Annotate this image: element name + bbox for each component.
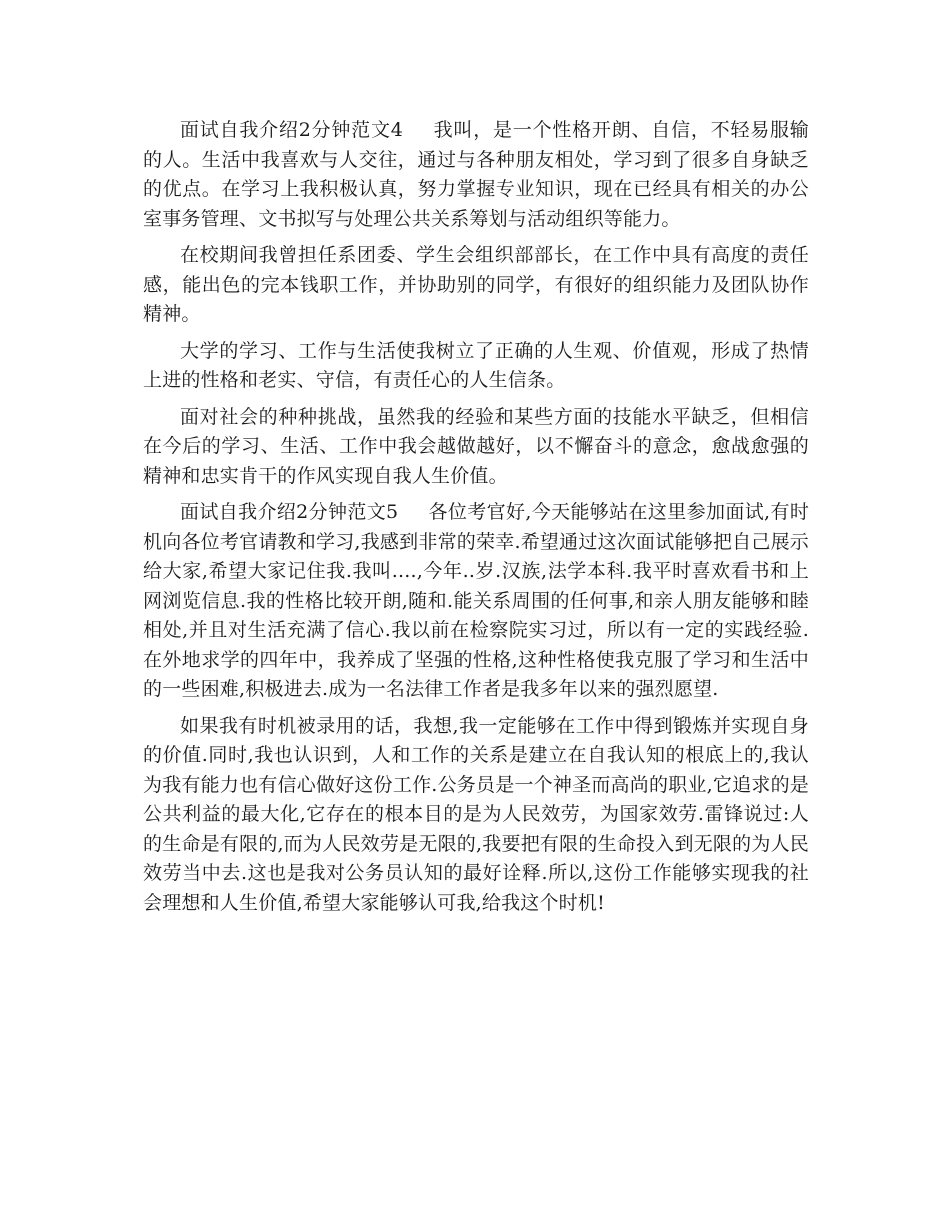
paragraph-5 [143, 498, 809, 705]
paragraph-2: 在校期间我曾担任系团委、学生会组织部部长，在工作中具有高度的责任感，能出色的完本钱职工作，并协助别的同学，有很好的组织能力及团队协作精神。 [143, 244, 809, 325]
paragraph-text: 我叫，是一个性格开朗、自信，不轻易服输的人。生活中我喜欢与人交往，通过与各种朋友相处，学习到了很多自身缺乏的优点。在学习上我积极认真，努力掌握专业知识，现在已经具有相关的办公室事务管理、文书拟写与处理公共关系筹划与活动组织等能力。 [143, 119, 810, 230]
paragraph-text: 各位考官好,今天能够站在这里参加面试,有时机向各位考官请教和学习,我感到非常的荣幸.希望通过这次面试能够把自己展示给大家,希望大家记住我.我叫....,今年..岁.汉族,法学本科.我平时喜欢看书和上网浏览信息.我的性格比较开朗,随和.能关系周围的任何事,和亲人朋友能够和睦相处,并且对生活充满了信心.我以前在检察院实习过，所以有一定的实践经验.在外地求学的四年中，我养成了坚强的性格,这种性格使我克服了学习和生活中的一些困难,积极进去.成为一名法律工作者是我多年以来的强烈愿望. [143, 501, 810, 700]
section-heading-2: 面试自我介绍2分钟范文5 [180, 501, 399, 523]
section-heading-1: 面试自我介绍2分钟范文4 [180, 119, 404, 141]
paragraph-1 [143, 116, 809, 234]
paragraph-6: 如果我有时机被录用的话，我想,我一定能够在工作中得到锻炼并实现自身的价值.同时,我也认识到，人和工作的关系是建立在自我认知的根底上的,我认为我有能力也有信心做好这份工作.公务员是一个神圣而高尚的职业,它追求的是公共利益的最大化,它存在的根本目的是为人民效劳，为国家效劳.雷锋说过:人的生命是有限的,而为人民效劳是无限的,我要把有限的生命投入到无限的为人民效劳当中去.这也是我对公务员认知的最好诠释.所以,这份工作能够实现我的社会理想和人生价值,希望大家能够认可我,给我这个时机! [143, 714, 809, 914]
paragraph-3: 大学的学习、工作与生活使我树立了正确的人生观、价值观，形成了热情上进的性格和老实、守信，有责任心的人生信条。 [143, 339, 809, 391]
document-body [143, 116, 809, 925]
paragraph-4: 面对社会的种种挑战，虽然我的经验和某些方面的技能水平缺乏，但相信在今后的学习、生活、工作中我会越做越好，以不懈奋斗的意念，愈战愈强的精神和忠实肯干的作风实现自我人生价值。 [143, 405, 809, 487]
